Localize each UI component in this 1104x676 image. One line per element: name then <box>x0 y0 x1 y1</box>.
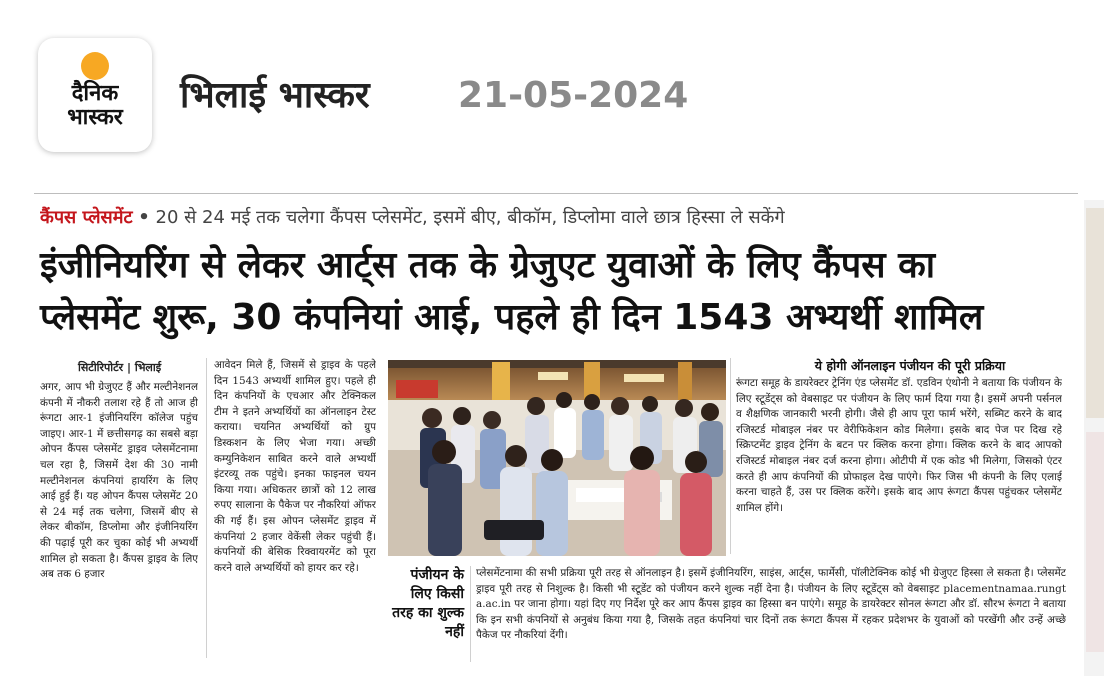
body-column-2: आवेदन मिले हैं, जिसमें से ड्राइव के पहले दिन 1543 अभ्यर्थी शामिल हुए। पहले ही दिन कंपनियों के एचआर और टेक्निकल टीम ने इतने अभ्यर्थियों का ऑनलाइन टेस्ट कराया। चयनित अभ्यर्थियों को ग्रुप डिस्कशन के लिए भेजा गया। अच्छी कम्युनिकेशन साबित करने वाले अभ्यर्थी इंटरव्यू तक पहुंचे। इनका फाइनल चयन किया गया। अधिकतर छात्रों को 12 लाख रुपए सालाना के पैकेज पर नौकरियां ऑफर की गई हैं। इस ओपन प्लेसमेंट ड्राइव में कंपनियां 2 हजार वेकेंसी लेकर पहुंची हैं। कंपनियों की बेसिक रिक्वायरमेंट को पूरा करने वाले अभ्यर्थियों को हायर कर रहे। <box>214 359 376 574</box>
sun-icon <box>81 52 109 80</box>
registration-box-title: ये होगी ऑनलाइन पंजीयन की पूरी प्रक्रिया <box>814 358 1006 373</box>
crowd-illustration <box>388 360 726 556</box>
pull-quote-divider <box>470 566 471 662</box>
adjacent-article-strip <box>1084 200 1104 676</box>
adjacent-image <box>1086 432 1104 652</box>
edition-date: 21-05-2024 <box>458 75 689 116</box>
edition-title: भिलाई भास्कर <box>180 75 370 116</box>
campus-placement-photo <box>388 360 726 556</box>
kicker-label: कैंपस प्लेसमेंट <box>40 207 133 228</box>
byline: सिटीरिपोर्टर | भिलाई <box>78 361 162 374</box>
pull-quote: पंजीयन के लिए किसी तरह का शुल्क नहीं <box>392 567 464 640</box>
article-headline <box>40 240 1080 344</box>
kicker-line <box>40 200 1080 236</box>
body-column-bottom: प्लेसमेंटनामा की सभी प्रक्रिया पूरी तरह से ऑनलाइन है। इसमें इंजीनियरिंग, साइंस, आर्ट्स, फार्मेसी, पॉलीटेक्निक कोई भी ग्रेजुएट हिस्सा ले सकता है। प्लेसमेंट ड्राइव पूरी तरह से निशुल्क है। किसी भी स्टूडेंट को पंजीयन करने शुल्क नहीं देना है। पंजीयन के लिए स्टूडेंट्स को वेबसाइट placementnamaa.rungt a.ac.in पर जाना होगा। यहां दिए गए निर्देश पूरे कर आप कैंपस ड्राइव का हिस्सा बन पाएंगे। समूह के डायरेक्टर सोनल रूंगटा और डॉ. सौरभ रूंगटा ने बताया कि इन सभी कंपनियों से अनुबंध किया गया है, जिसके तहत कंपनियां चार दिनों तक रूंगटा कैंपस में रहकर प्रदेशभर के युवाओं को परखेंगी और उन्हें अच्छे पैकेज पर नौकरियां देंगी। <box>476 567 1066 642</box>
logo-line-1: दैनिक <box>71 81 119 106</box>
kicker-subhead: 20 से 24 मई तक चलेगा कैंपस प्लेसमेंट, इसमें बीए, बीकॉम, डिप्लोमा वाले छात्र हिस्सा ले सकेंगे <box>155 207 785 228</box>
registration-box-text: रूंगटा समूह के डायरेक्टर ट्रेनिंग एंड प्लेसमेंट डॉ. एडविन एंथोनी ने बताया कि पंजीयन के लिए स्टूडेंट्स को वेबसाइट पर पंजीयन के लिए फार्म दिया गया है। इसमें अपनी पर्सनल व शैक्षणिक जानकारी भरनी होगी। जैसे ही आप पूरा फार्म भरेंगे, सब्मिट करने के बाद रजिस्टर्ड मोबाइल नंबर पर वेरीफिकेशन कोड मिलेगा। इसके बाद पेज पर दिख रहे स्क्रिप्टमेंट ड्राइव ट्रेनिंग के बटन पर क्लिक करना होगा। क्लिक करने के बाद आपको रजिस्टर्ड मोबाइल नंबर दर्ज करना होगा। ओटीपी में एक कोड भी मिलेगा, जिसको एंटर करते ही आप कंपनियों की प्रोफाइल देख पाएंगे। फिर जिस भी कंपनी के लिए एलाई करना चाहते हैं, उस पर क्लिक करेंगे। इसके बाद आप रूंगटा कैंपस पहुंचकर प्लेसमेंट शामिल होंगे। <box>736 377 1062 514</box>
header-divider <box>34 193 1078 194</box>
adjacent-image <box>1086 208 1104 418</box>
logo-line-2: भास्कर <box>67 105 123 130</box>
column-divider <box>206 358 207 658</box>
headline-line-2: प्लेसमेंट शुरू, 30 कंपनियां आई, पहले ही दिन 1543 अभ्यर्थी शामिल <box>40 297 984 338</box>
kicker-bullet: • <box>138 207 150 228</box>
box-divider <box>730 358 731 554</box>
dainik-bhaskar-logo <box>38 38 152 152</box>
headline-line-1: इंजीनियरिंग से लेकर आर्ट्स तक के ग्रेजुएट युवाओं के लिए कैंपस का <box>40 245 936 286</box>
body-column-1: अगर, आप भी ग्रेजुएट हैं और मल्टीनेशनल कंपनी में नौकरी तलाश रहे हैं तो आज ही रूंगटा आर-1 इंजीनियरिंग कॉलेज पहुंच जाइए। आर-1 में छत्तीसगढ़ का सबसे बड़ा ओपन कैंपस प्लेसमेंट ड्राइव प्लेसमेंटनामा चल रहा है, जिसमें देश की 30 नामी मल्टीनेशनल कंपनियां हायरिंग के लिए आई हुई हैं। यह ओपन कैंपस प्लेसमेंट 20 से 24 मई तक चलेगा, जिसमें बीए से लेकर बीकॉम, डिप्लोमा और इंजीनियरिंग की पढ़ाई पूरी कर चुका कोई भी अभ्यर्थी शामिल हो सकता है। कैंपस ड्राइव के लिए अब तक 6 हजार <box>40 381 198 581</box>
